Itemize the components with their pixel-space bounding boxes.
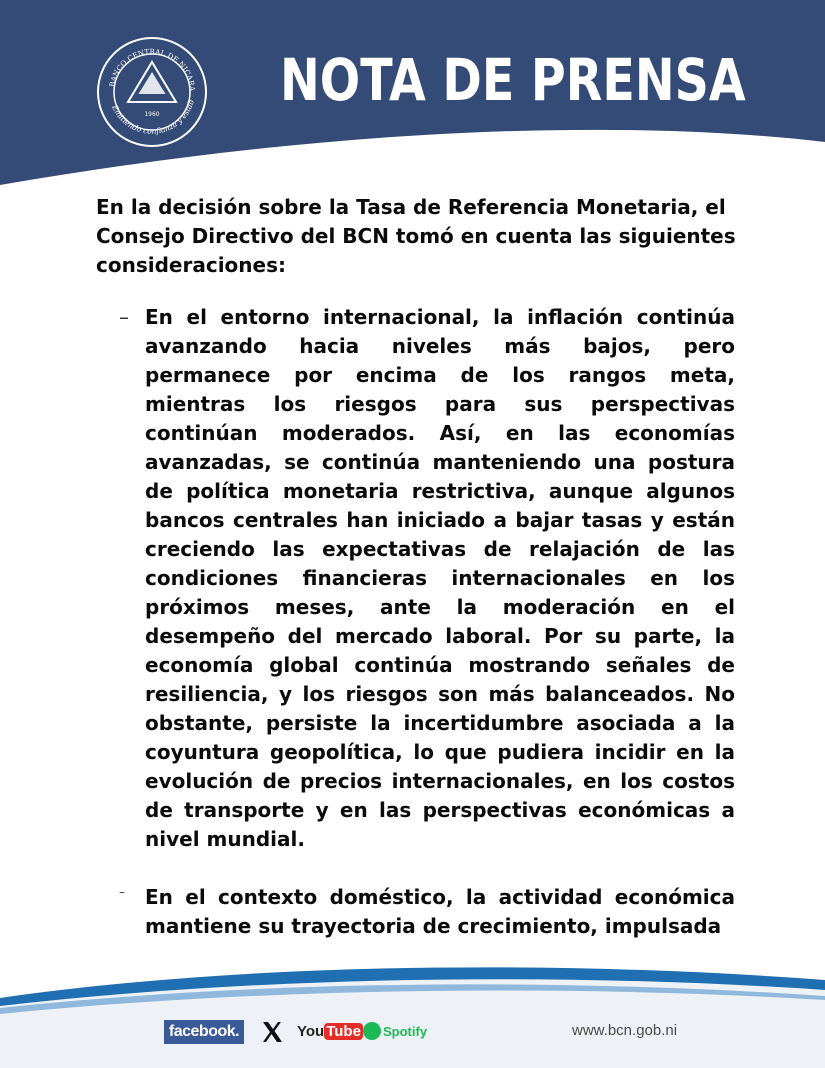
website-link[interactable]: www.bcn.gob.ni (572, 1022, 678, 1039)
bullet-dash: – (119, 305, 129, 329)
youtube-you-text: You (297, 1023, 325, 1040)
footer-banner (0, 960, 825, 1068)
seal-year: 1960 (144, 111, 160, 118)
spotify-icon (363, 1022, 381, 1040)
facebook-link[interactable]: facebook. (164, 1020, 244, 1044)
spotify-link[interactable] (363, 1020, 433, 1044)
seal-motto-text: Emitiendo confianza y estab (110, 98, 196, 136)
youtube-link[interactable] (297, 1020, 361, 1044)
intro-paragraph: En la decisión sobre la Tasa de Referencia Monetaria, el Consejo Directivo del BCN tomó en cuenta las siguientes consideraciones: (96, 195, 736, 277)
spotify-label: Spotify (383, 1024, 428, 1039)
bcn-seal-logo (96, 36, 208, 148)
bullet-dash: – (119, 885, 125, 899)
seal-top-text: BANCO CENTRAL DE NICARA (107, 46, 198, 92)
page-title: NOTA DE PRENSA (280, 46, 746, 114)
youtube-tube-text: Tube (326, 1023, 361, 1040)
domestic-context-text: En el contexto doméstico, la actividad económica mantiene su trayectoria de crecimiento, impulsada (145, 885, 735, 938)
x-logo-icon[interactable] (260, 1020, 284, 1044)
international-context-text: En el entorno internacional, la inflación continúa avanzando hacia niveles más bajos, pero permanece por encima de los rangos meta, mientras los riesgos para sus perspectivas continúan moderados. Así, en las economías avanzadas, se continúa manteniendo una postura de política monetaria restrictiva, aunque algunos bancos centrales han iniciado a bajar tasas y están creciendo las expectativas de relajación de las condiciones financieras internacionales en los próximos meses, ante la moderación en el desempeño del mercado laboral. Por su parte, la economía global continúa mostrando señales de resiliencia, y los riesgos son más balanceados. No obstante, persiste la incertidumbre asociada a la coyuntura geopolítica, lo que pudiera incidir en la evolución de precios internacionales, en los costos de transporte y en las perspectivas económicas a nivel mundial. (145, 305, 735, 851)
